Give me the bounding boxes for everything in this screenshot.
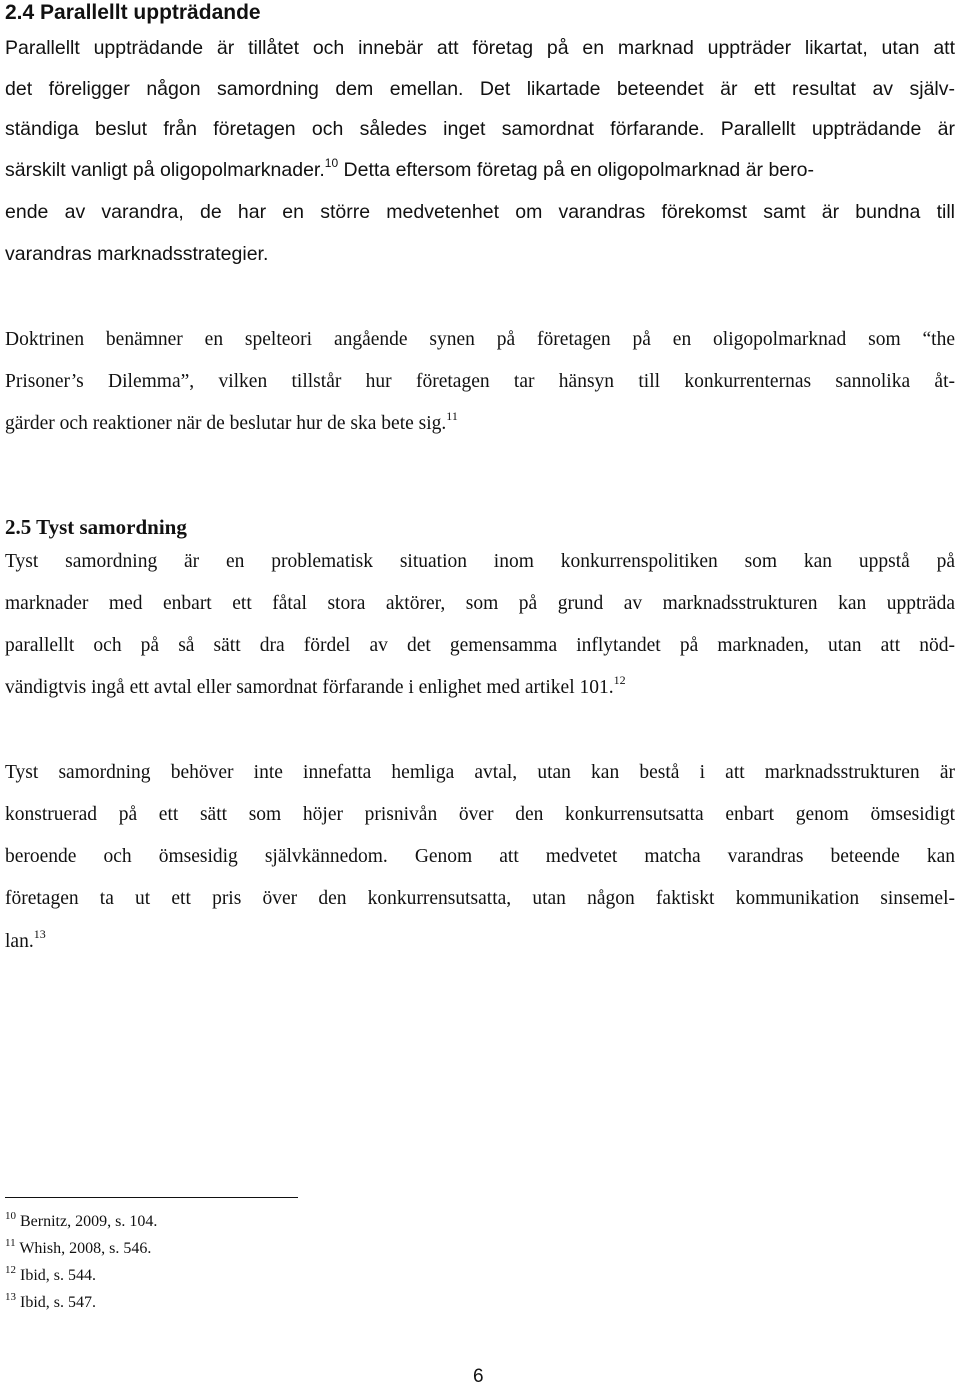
paragraph-line: marknader med enbart ett fåtal stora aktörer, som på grund av marknadsstrukturen kan uppträda (5, 593, 955, 614)
section-heading-2-4: 2.4 Parallellt uppträdande (5, 1, 261, 24)
paragraph-line: Parallellt uppträdande är tillåtet och innebär att företag på en marknad uppträder likartat, utan att (5, 37, 955, 59)
footnote-ref-12: 12 (613, 673, 626, 687)
paragraph-line-with-footnote-ref (5, 929, 955, 955)
footnote-text: Ibid, s. 544. (20, 1267, 96, 1284)
paragraph-line: Tyst samordning är en problematisk situation inom konkurrenspolitiken som kan uppstå på (5, 551, 955, 572)
paragraph-text: vändigtvis ingå ett avtal eller samordnat förfarande i enlighet med artikel 101. (5, 677, 614, 698)
footnote-number: 12 (5, 1264, 16, 1276)
section-heading-2-5: 2.5 Tyst samordning (5, 515, 187, 539)
paragraph-text: Detta eftersom företag på en oligopolmarknad är bero- (343, 159, 814, 181)
footnote-item (5, 1239, 151, 1259)
footnote-item (5, 1266, 96, 1286)
footnote-item (5, 1212, 157, 1232)
footnote-number: 10 (5, 1210, 16, 1222)
page-number: 6 (473, 1366, 484, 1387)
footnote-ref-10: 10 (324, 156, 339, 170)
footnote-ref-13: 13 (33, 927, 46, 941)
footnote-text: Whish, 2008, s. 546. (19, 1240, 152, 1257)
paragraph-line: det föreligger någon samordning dem emellan. Det likartade beteendet är ett resultat av själv- (5, 78, 955, 100)
paragraph-line: beroende och ömsesidig självkännedom. Genom att medvetet matcha varandras beteende kan (5, 846, 955, 867)
paragraph-line: parallellt och på så sätt dra fördel av det gemensamma inflytandet på marknaden, utan att nöd- (5, 635, 955, 656)
footnote-text: Ibid, s. 547. (20, 1294, 96, 1311)
paragraph-line: Doktrinen benämner en spelteori angående synen på företagen på en oligopolmarknad som “the (5, 329, 955, 350)
footnote-number: 11 (5, 1237, 16, 1249)
footnote-ref-11: 11 (446, 409, 458, 423)
paragraph-text: särskilt vanligt på oligopolmarknader. (5, 159, 325, 181)
footnote-separator (5, 1197, 298, 1198)
footnote-number: 13 (5, 1291, 16, 1303)
paragraph-line: företagen ta ut ett pris över den konkurrensutsatta, utan någon faktiskt kommunikation sinsemel- (5, 888, 955, 909)
paragraph-line-with-footnote-ref (5, 675, 955, 701)
paragraph-line: Prisoner’s Dilemma”, vilken tillstår hur företagen tar hänsyn till konkurrenternas sannolika åt- (5, 371, 955, 392)
footnote-item (5, 1293, 96, 1313)
paragraph-text: lan. (5, 931, 34, 952)
paragraph-line: ständiga beslut från företagen och således inget samordnat förfarande. Parallellt uppträdande är (5, 118, 955, 140)
paragraph-text: gärder och reaktioner när de beslutar hur de ska bete sig. (5, 413, 447, 434)
paragraph-line: varandras marknadsstrategier. (5, 243, 269, 265)
paragraph-line-with-footnote-ref (5, 157, 955, 183)
paragraph-line: Tyst samordning behöver inte innefatta hemliga avtal, utan kan bestå i att marknadsstrukturen är (5, 762, 955, 783)
paragraph-line: konstruerad på ett sätt som höjer prisnivån över den konkurrensutsatta enbart genom ömsesidigt (5, 804, 955, 825)
paragraph-line-with-footnote-ref (5, 411, 955, 437)
footnote-text: Bernitz, 2009, s. 104. (20, 1213, 158, 1230)
paragraph-line: ende av varandra, de har en större medvetenhet om varandras förekomst samt är bundna till (5, 201, 955, 223)
